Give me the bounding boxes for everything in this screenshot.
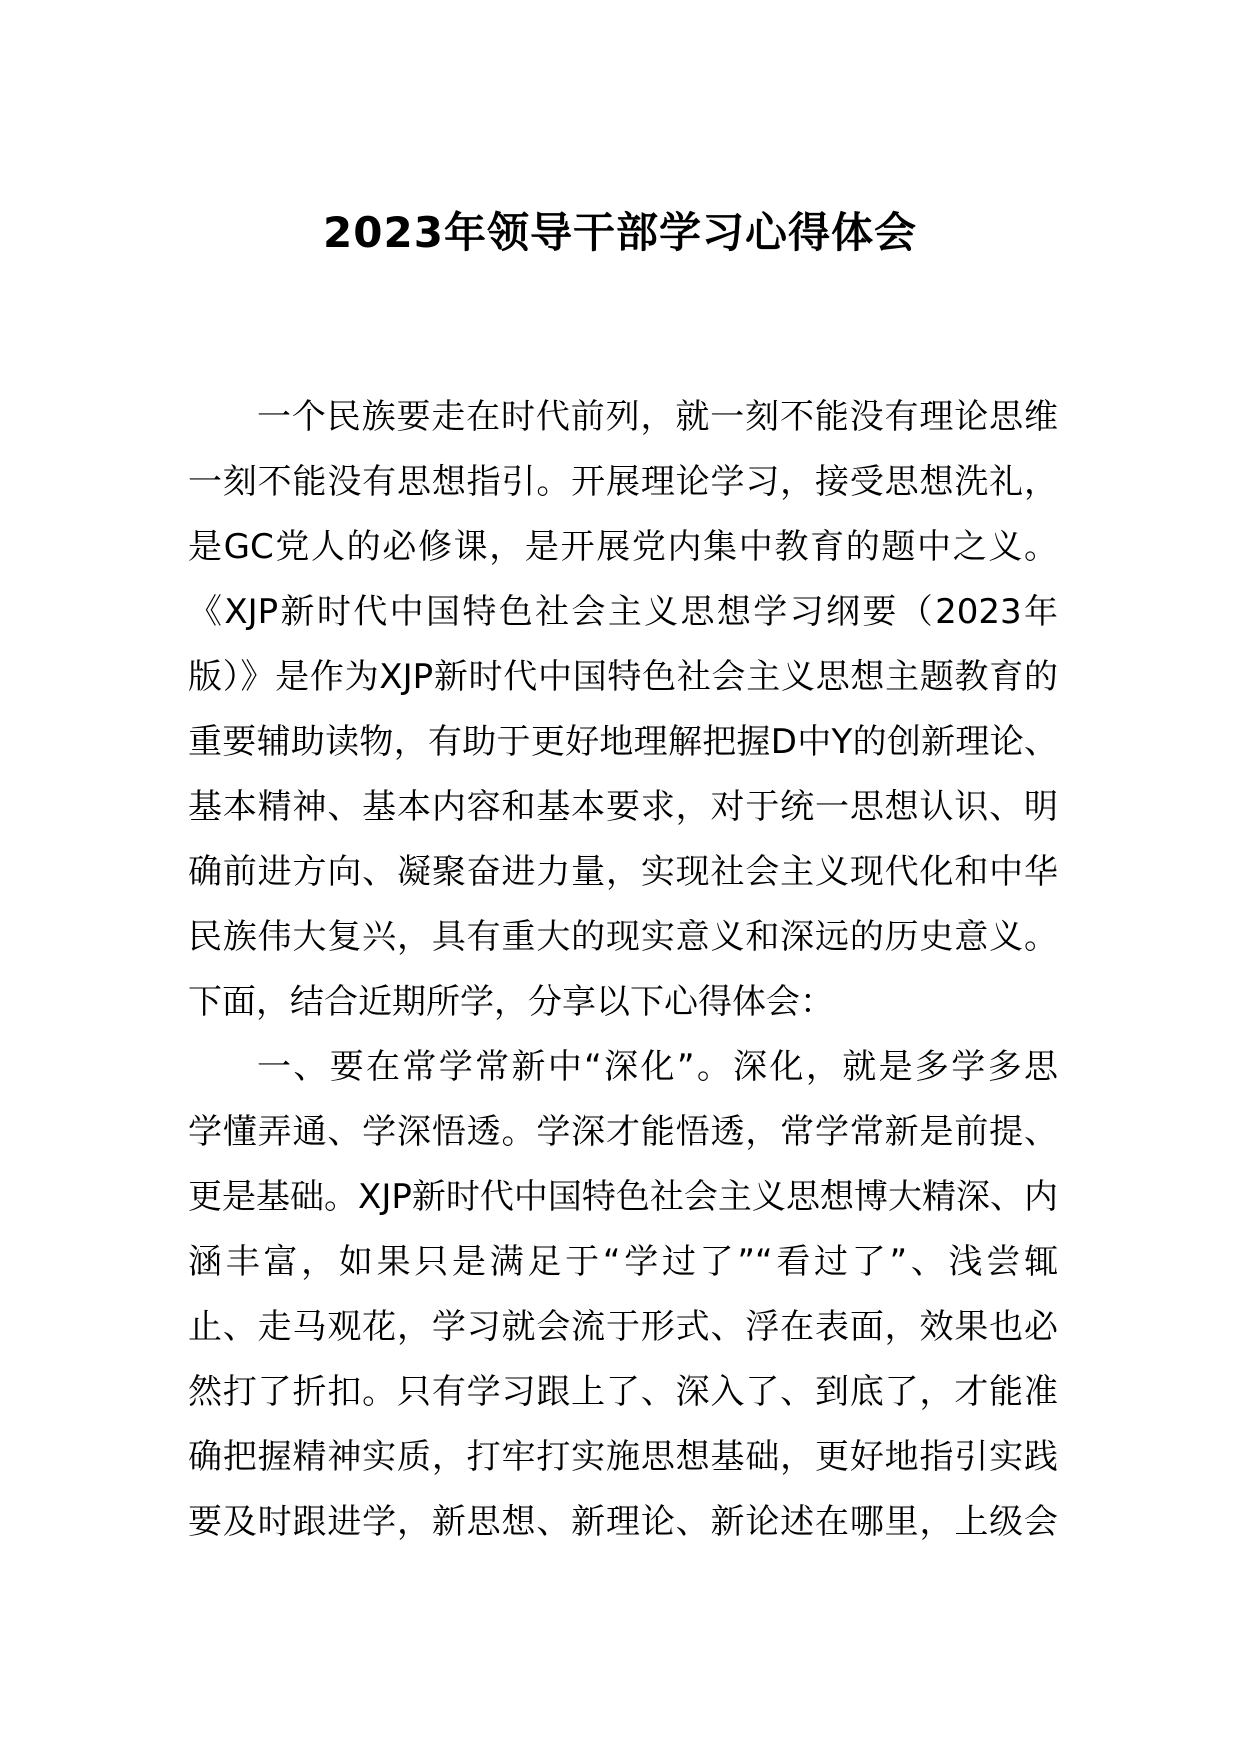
paragraph-1-line-5: 版）》是作为XJP新时代中国特色社会主义思想主题教育的	[188, 657, 1058, 697]
paragraph-2-line-8: 要及时跟进学，新思想、新理论、新论述在哪里，上级会	[188, 1502, 1058, 1542]
paragraph-1-line-9: 民族伟大复兴，具有重大的现实意义和深远的历史意义。	[188, 917, 1058, 957]
paragraph-2-line-6: 然打了折扣。只有学习跟上了、深入了、到底了，才能准	[188, 1372, 1058, 1412]
document-body	[188, 385, 1058, 1555]
paragraph-1-line-1: 一个民族要走在时代前列，就一刻不能没有理论思维	[257, 397, 1058, 437]
paragraph-2-line-7: 确把握精神实质，打牢打实施思想基础，更好地指引实践	[188, 1437, 1058, 1477]
paragraph-2-line-5: 止、走马观花，学习就会流于形式、浮在表面，效果也必	[188, 1307, 1058, 1347]
paragraph-2-line-2: 学懂弄通、学深悟透。学深才能悟透，常学常新是前提、	[188, 1112, 1058, 1152]
paragraph-2-line-1: 一、要在常学常新中“深化”。深化，就是多学多思	[257, 1047, 1058, 1087]
paragraph-1-line-2: 一刻不能没有思想指引。开展理论学习，接受思想洗礼，	[188, 462, 1058, 502]
document-title: 2023年领导干部学习心得体会	[323, 208, 917, 257]
paragraph-1-line-4: 《XJP新时代中国特色社会主义思想学习纲要（2023年	[188, 592, 1058, 632]
paragraph-2-line-4: 涵丰富，如果只是满足于“学过了”“看过了”、浅尝辄	[188, 1242, 1058, 1282]
paragraph-1-line-6: 重要辅助读物，有助于更好地理解把握D中Y的创新理论、	[188, 722, 1058, 762]
paragraph-1-line-10: 下面，结合近期所学，分享以下心得体会：	[188, 982, 834, 1022]
paragraph-1-line-8: 确前进方向、凝聚奋进力量，实现社会主义现代化和中华	[188, 852, 1058, 892]
paragraph-1-line-3: 是GC党人的必修课，是开展党内集中教育的题中之义。	[188, 527, 1058, 567]
paragraph-2-line-3: 更是基础。XJP新时代中国特色社会主义思想博大精深、内	[188, 1177, 1058, 1217]
paragraph-1-line-7: 基本精神、基本内容和基本要求，对于统一思想认识、明	[188, 787, 1058, 827]
